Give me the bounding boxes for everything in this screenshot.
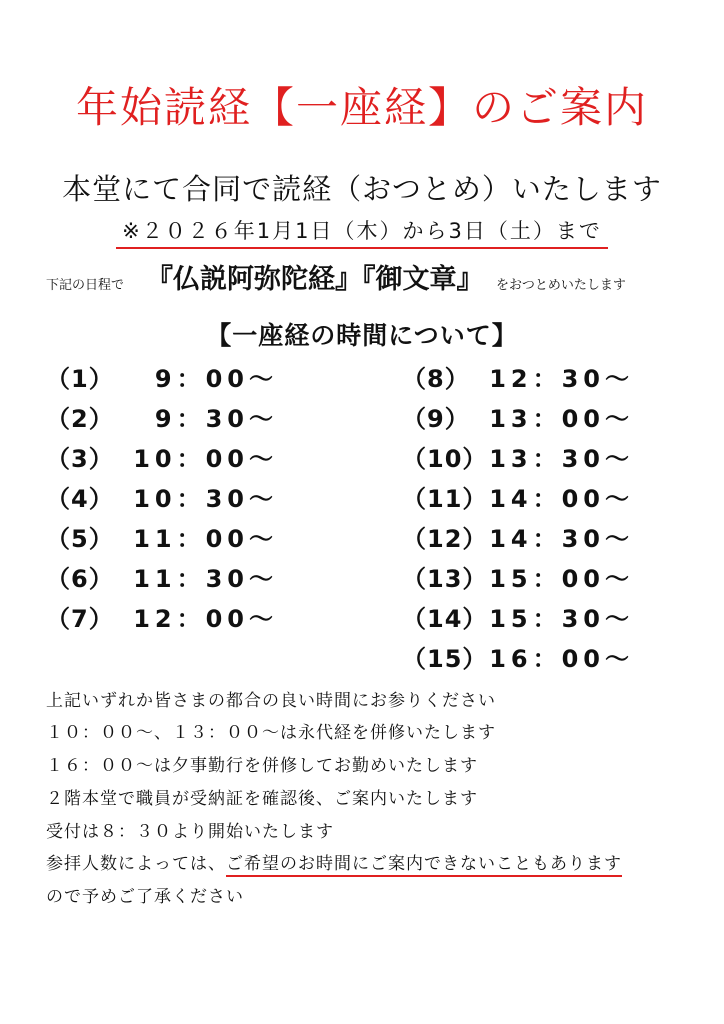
slot-number: （12）: [402, 525, 488, 553]
slot-number: （8）: [402, 365, 470, 393]
schedule-slot: [402, 362, 634, 396]
slot-number: （4）: [46, 485, 114, 513]
slot-time: 11：30～: [133, 565, 278, 593]
slot-time: 9：00～: [154, 365, 278, 393]
slot-time: 16：00～: [489, 645, 634, 673]
slot-time: 14：30～: [489, 525, 634, 553]
schedule-slot: [46, 362, 278, 396]
subtitle: 本堂にて合同で読経（おつとめ）いたします: [62, 172, 662, 206]
schedule-slot: [46, 522, 278, 556]
slot-time: 11：00～: [133, 525, 278, 553]
schedule-slot: [46, 402, 278, 436]
note-line: １０：００～、１３：００～は永代経を併修いたします: [46, 723, 496, 743]
note-line: 上記いずれか皆さまの都合の良い時間にお参りください: [46, 691, 496, 711]
schedule-slot: [402, 522, 634, 556]
note-underlined-text: ご希望のお時間にご案内できないこともあります: [226, 854, 622, 877]
note-line: ２階本堂で職員が受納証を確認後、ご案内いたします: [46, 789, 478, 809]
slot-time: 13：30～: [489, 445, 634, 473]
slot-number: （1）: [46, 365, 114, 393]
note-line: １６：００～は夕事勤行を併修してお勤めいたします: [46, 756, 478, 776]
sutra-titles: 『仏説阿弥陀経』『御文章』: [146, 264, 484, 295]
schedule-slot: [402, 442, 634, 476]
slot-number: （3）: [46, 445, 114, 473]
schedule-slot: [46, 562, 278, 596]
schedule-heading: 【一座経の時間について】: [206, 321, 518, 350]
schedule-slot: [402, 482, 634, 516]
slot-number: （15）: [402, 645, 488, 673]
date-range: [0, 216, 724, 249]
schedule-slot: [402, 402, 634, 436]
schedule-slot: [46, 602, 278, 636]
schedule-slot: [402, 602, 634, 636]
slot-time: 12：00～: [133, 605, 278, 633]
slot-number: （14）: [402, 605, 488, 633]
slot-time: 13：00～: [489, 405, 634, 433]
sutra-suffix: をおつとめいたします: [496, 278, 626, 293]
note-line: ので予めご了承ください: [46, 887, 244, 907]
slot-number: （11）: [402, 485, 488, 513]
note-line: [46, 851, 622, 877]
slot-number: （2）: [46, 405, 114, 433]
page-title: 年始読経【一座経】のご案内: [75, 83, 648, 132]
slot-time: 15：00～: [489, 565, 634, 593]
slot-time: 9：30～: [154, 405, 278, 433]
schedule-slot: [402, 562, 634, 596]
sutra-prefix: 下記の日程で: [46, 278, 125, 293]
slot-time: 10：30～: [133, 485, 278, 513]
note-text: 参拝人数によっては、: [46, 854, 226, 874]
slot-number: （6）: [46, 565, 114, 593]
slot-time: 14：00～: [489, 485, 634, 513]
slot-time: 12：30～: [489, 365, 634, 393]
schedule-slot: [46, 482, 278, 516]
slot-number: （7）: [46, 605, 114, 633]
schedule-slot: [46, 442, 278, 476]
slot-number: （13）: [402, 565, 488, 593]
slot-time: 10：00～: [133, 445, 278, 473]
schedule-slot: [402, 642, 634, 676]
slot-number: （10）: [402, 445, 488, 473]
slot-number: （5）: [46, 525, 114, 553]
slot-number: （9）: [402, 405, 470, 433]
date-range-text: ※２０２６年1月1日（木）から3日（土）まで: [116, 216, 608, 249]
note-line: 受付は８：３０より開始いたします: [46, 822, 334, 842]
slot-time: 15：30～: [489, 605, 634, 633]
